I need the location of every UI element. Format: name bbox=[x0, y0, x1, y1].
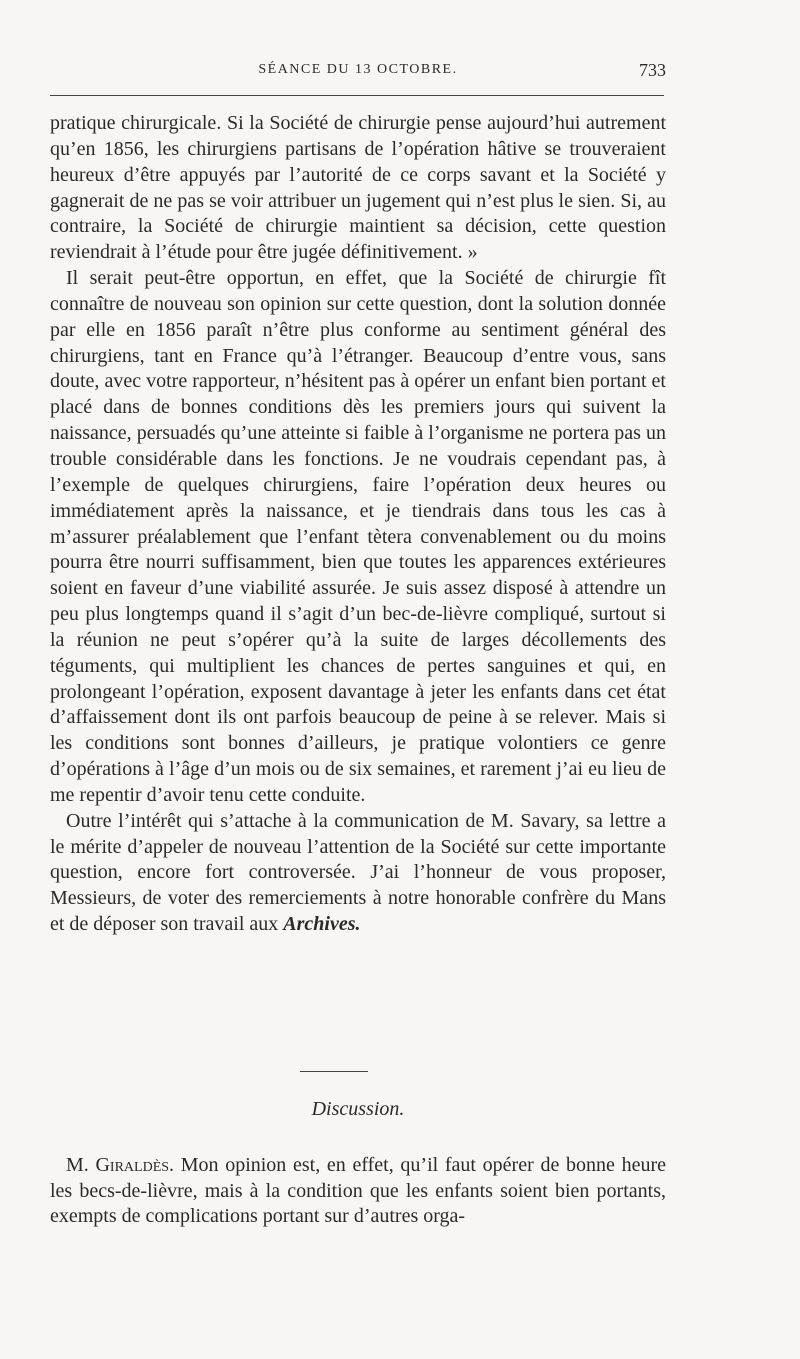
section-separator bbox=[300, 1071, 368, 1072]
running-title: SÉANCE DU 13 OCTOBRE. bbox=[258, 62, 458, 77]
paragraph-continued: pratique chirurgicale. Si la Société de chirurgie pense aujourd’hui autrement qu’en 1856, les chirurgiens partisans de l’opération hâtive se trouveraient heureux d’être appuyés par l’autorité de ce corps savant et la Société y gagnerait de ne pas se voir attribuer un jugement qui n’est plus le sien. Si, au contraire, la Société de chirurgie maintient sa décision, cette question reviendrait à l’étude pour être jugée définitivement. » bbox=[50, 112, 666, 264]
speaker-name: M. Giraldès. bbox=[66, 1154, 175, 1176]
page-number: 733 bbox=[639, 60, 666, 80]
paragraph: Il serait peut-être opportun, en effet, que la Société de chirurgie fît connaître de nouveau son opinion sur cette question, dont la solution donnée par elle en 1856 paraît n’être plus conforme au sentiment général des chirurgiens, tant en France qu’à l’étranger. Beaucoup d’entre vous, sans doute, avec votre rapporteur, n’hésitent pas à opérer un enfant bien portant et placé dans de bonnes conditions dès les premiers jours qui suivent la naissance, persuadés qu’une atteinte si faible à l’organisme ne portera pas un trouble considérable dans les fonctions. Je ne voudrais cependant pas, à l’exemple de quelques chirurgiens, faire l’opération deux heures ou immédiatement après la naissance, et je tiendrais dans tous les cas à m’assurer préalablement que l’enfant tètera convenablement ou du moins pourra être nourri suffisamment, bien que toutes les apparences extérieures soient en faveur d’une viabilité assurée. Je suis assez disposé à attendre un peu plus longtemps quand il s’agit d’un bec-de-lièvre compliqué, surtout si la réunion ne peut s’opérer qu’à la suite de larges décollements des téguments, qui multiplient les chances de pertes sanguines et qui, en prolongeant l’opération, exposent davantage à jeter les enfants dans cet état d’affaissement dont ils ont parfois beaucoup de peine à se relever. Mais si les conditions sont bonnes d’ailleurs, je pratique volontiers ce genre d’opérations à l’âge d’un mois ou de six semaines, et rarement j’ai eu lieu de me repentir d’avoir tenu cette conduite. bbox=[50, 267, 666, 806]
discussion-text: Mon opinion est, en effet, qu’il faut opérer de bonne heure les becs-de-lièvre, mais à la condition que les enfants soient bien portants, exempts de complications portant sur d’autres orga- bbox=[50, 1154, 666, 1227]
paragraph-closing bbox=[50, 809, 666, 938]
paragraph-closing-text: Outre l’intérêt qui s’attache à la communication de M. Savary, sa lettre a le mérite d’appeler de nouveau l’attention de la Société sur cette importante question, encore fort controversée. J’ai l’honneur de vous proposer, Messieurs, de voter des remerciements à notre honorable confrère du Mans et de déposer son travail aux bbox=[50, 809, 666, 936]
body-text bbox=[50, 111, 666, 938]
header-rule bbox=[50, 95, 664, 96]
running-head bbox=[50, 60, 666, 84]
discussion-paragraph bbox=[50, 1153, 666, 1230]
discussion-heading: Discussion. bbox=[311, 1098, 405, 1120]
archives-word: Archives. bbox=[283, 913, 361, 936]
